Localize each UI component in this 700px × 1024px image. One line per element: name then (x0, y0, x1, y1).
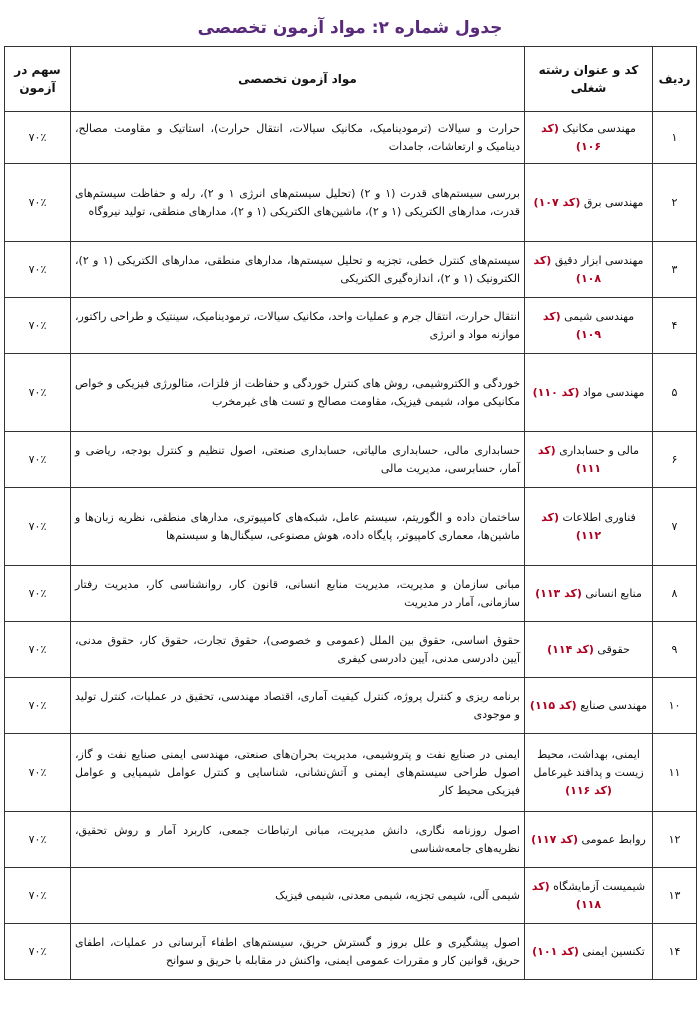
subjects-cell: اصول روزنامه نگاری، دانش مدیریت، مبانی ارتباطات جمعی، کاربرد آمار و روش تحقیق، نظریه‌های جامعه‌شناسی (71, 812, 525, 868)
share-cell: ۷۰٪ (5, 164, 71, 242)
header-row-number: ردیف (653, 47, 697, 112)
field-cell (525, 242, 653, 298)
field-cell (525, 812, 653, 868)
subjects-cell: برنامه ریزی و کنترل پروژه، کنترل کیفیت آماری، اقتصاد مهندسی، تحقیق در عملیات، کنترل تولید و موجودی (71, 678, 525, 734)
header-share: سهم در آزمون (5, 47, 71, 112)
field-cell (525, 868, 653, 924)
subjects-cell: شیمی آلی، شیمی تجزیه، شیمی معدنی، شیمی فیزیک (71, 868, 525, 924)
field-cell (525, 566, 653, 622)
subjects-cell: سیستم‌های کنترل خطی، تجزیه و تحلیل سیستم‌ها، مدارهای منطقی، مدارهای الکتریکی (۱ و ۲)، الکترونیک (۱ و ۲)، اندازه‌گیری الکتریکی (71, 242, 525, 298)
field-code: (کد ۱۱۸) (531, 879, 602, 911)
share-cell: ۷۰٪ (5, 734, 71, 812)
share-cell: ۷۰٪ (5, 112, 71, 164)
row-number: ۱۰ (653, 678, 697, 734)
row-number: ۱۲ (653, 812, 697, 868)
table-row (5, 734, 697, 812)
field-title: منابع انسانی (585, 586, 642, 600)
field-cell (525, 298, 653, 354)
subjects-cell: حرارت و سیالات (ترمودینامیک، مکانیک سیالات، انتقال حرارت)، استاتیک و مقاومت مصالح، دینامیک و ارتعاشات، جامدات (71, 112, 525, 164)
field-title: مهندسی مواد (582, 385, 645, 399)
exam-subjects-table (4, 46, 697, 980)
field-title: حقوقی (597, 642, 630, 656)
field-title: شیمیست آزمایشگاه (553, 879, 646, 893)
subjects-cell: انتقال حرارت، انتقال جرم و عملیات واحد، مکانیک سیالات، ترمودینامیک، سینتیک و طراحی راکتور، موازنه مواد و انرژی (71, 298, 525, 354)
field-title: مهندسی شیمی (564, 309, 635, 323)
table-row (5, 488, 697, 566)
field-title: روابط عمومی (581, 832, 646, 846)
field-cell (525, 488, 653, 566)
field-cell (525, 112, 653, 164)
row-number: ۵ (653, 354, 697, 432)
field-code: (کد ۱۰۱) (532, 944, 579, 958)
share-cell: ۷۰٪ (5, 488, 71, 566)
field-cell (525, 432, 653, 488)
field-title: فناوری اطلاعات (562, 510, 636, 524)
field-cell (525, 354, 653, 432)
row-number: ۱ (653, 112, 697, 164)
field-code: (کد ۱۱۷) (531, 832, 578, 846)
share-cell: ۷۰٪ (5, 924, 71, 980)
subjects-cell: حقوق اساسی، حقوق بین الملل (عمومی و خصوصی)، حقوق تجارت، حقوق کار، حقوق مدنی، آیین دادرسی مدنی، آیین دادرسی کیفری (71, 622, 525, 678)
field-title: مهندسی صنایع (580, 698, 648, 712)
field-code: (کد ۱۱۶) (565, 783, 612, 797)
field-code: (کد ۱۱۳) (535, 586, 582, 600)
field-code: (کد ۱۰۹) (542, 309, 602, 341)
table-row (5, 622, 697, 678)
field-code: (کد ۱۱۵) (529, 698, 577, 712)
share-cell: ۷۰٪ (5, 678, 71, 734)
field-title: مهندسی برق (583, 195, 644, 209)
row-number: ۱۴ (653, 924, 697, 980)
share-cell: ۷۰٪ (5, 242, 71, 298)
field-code: (کد ۱۰۸) (533, 253, 602, 285)
field-cell (525, 164, 653, 242)
share-cell: ۷۰٪ (5, 812, 71, 868)
row-number: ۲ (653, 164, 697, 242)
field-code: (کد ۱۱۲) (541, 510, 602, 542)
field-title: مالی و حسابداری (559, 443, 640, 457)
field-code: (کد ۱۱۴) (547, 642, 594, 656)
subjects-cell: حسابداری مالی، حسابداری مالیاتی، حسابداری صنعتی، اصول تنظیم و کنترل بودجه، ریاضی و آمار، حسابرسی، مدیریت مالی (71, 432, 525, 488)
subjects-cell: ایمنی در صنایع نفت و پتروشیمی، مدیریت بحران‌های صنعتی، مهندسی ایمنی صنایع نفت و گاز، اصول طراحی سیستم‌های ایمنی و آتش‌نشانی، شناسایی و کنترل عوامل شیمیایی و عوامل فیزیکی محیط کار (71, 734, 525, 812)
table-row (5, 678, 697, 734)
share-cell: ۷۰٪ (5, 298, 71, 354)
subjects-cell: بررسی سیستم‌های قدرت (۱ و ۲) (تحلیل سیستم‌های انرژی ۱ و ۲)، رله و حفاظت سیستم‌های قدرت، مدارهای الکتریکی (۱ و ۲)، ماشین‌های الکتریکی (۱ و ۲)، مدارهای منطقی، تولید نیروگاه (71, 164, 525, 242)
row-number: ۱۳ (653, 868, 697, 924)
field-code: (کد ۱۱۰) (532, 385, 580, 399)
table-row (5, 566, 697, 622)
row-number: ۴ (653, 298, 697, 354)
field-code: (کد ۱۰۷) (533, 195, 581, 209)
field-title: مهندسی ابزار دقیق (554, 253, 644, 267)
table-row (5, 924, 697, 980)
table-body (5, 112, 697, 980)
table-row (5, 812, 697, 868)
table-row (5, 432, 697, 488)
share-cell: ۷۰٪ (5, 868, 71, 924)
field-cell (525, 678, 653, 734)
table-row (5, 112, 697, 164)
field-title: تکنسین ایمنی (582, 944, 645, 958)
table-row (5, 868, 697, 924)
table-row (5, 354, 697, 432)
row-number: ۶ (653, 432, 697, 488)
table-row (5, 298, 697, 354)
share-cell: ۷۰٪ (5, 354, 71, 432)
row-number: ۳ (653, 242, 697, 298)
field-cell (525, 734, 653, 812)
field-code: (کد ۱۱۱) (537, 443, 602, 475)
field-title: مهندسی مکانیک (562, 121, 636, 135)
row-number: ۹ (653, 622, 697, 678)
header-subjects: مواد آزمون تخصصی (71, 47, 525, 112)
row-number: ۸ (653, 566, 697, 622)
field-code: (کد ۱۰۶) (541, 121, 602, 153)
subjects-cell: اصول پیشگیری و علل بروز و گسترش حریق، سیستم‌های اطفاء آبرسانی در عملیات، اطفای حریق، قوانین کار و مقررات عمومی ایمنی، واکنش در مقابله با حریق و سوانح (71, 924, 525, 980)
row-number: ۷ (653, 488, 697, 566)
subjects-cell: ساختمان داده و الگوریتم، سیستم عامل، شبکه‌های کامپیوتری، مدارهای منطقی، نظریه زبان‌ها و ماشین‌ها، معماری کامپیوتر، پایگاه داده، هوش مصنوعی، سیگنال‌ها و سیستم‌ها (71, 488, 525, 566)
field-cell (525, 924, 653, 980)
field-title: ایمنی، بهداشت، محیط زیست و پدافند غیرعامل (533, 747, 644, 779)
share-cell: ۷۰٪ (5, 432, 71, 488)
table-row (5, 242, 697, 298)
row-number: ۱۱ (653, 734, 697, 812)
header-row (5, 47, 697, 112)
subjects-cell: خوردگی و الکتروشیمی، روش های کنترل خوردگی و حفاظت از فلزات، متالورژی فیزیکی و خواص مکانیکی مواد، شیمی فیزیک، مقاومت مصالح و تست های غیرمخرب (71, 354, 525, 432)
table-title: جدول شماره ۲: مواد آزمون تخصصی (197, 18, 503, 38)
subjects-cell: مبانی سازمان و مدیریت، مدیریت منابع انسانی، قانون کار، روانشناسی کار، مدیریت رفتار سازمانی، آمار در مدیریت (71, 566, 525, 622)
header-field: کد و عنوان رشته شغلی (525, 47, 653, 112)
field-cell (525, 622, 653, 678)
share-cell: ۷۰٪ (5, 566, 71, 622)
share-cell: ۷۰٪ (5, 622, 71, 678)
table-row (5, 164, 697, 242)
